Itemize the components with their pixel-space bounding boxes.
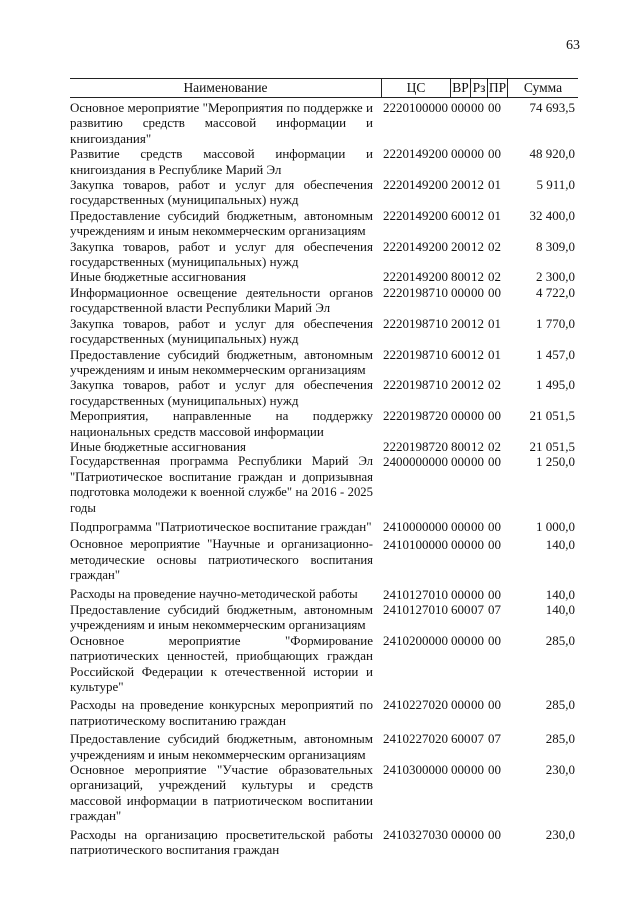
row-name: Информационное освещение деятельности органов государственной власти Республики Марий Эл (70, 284, 373, 316)
row-sum: 1 457,0 (536, 346, 575, 362)
table-body (70, 100, 578, 858)
row-sum: 74 693,5 (529, 100, 575, 115)
table-row (70, 408, 578, 439)
header-vr: ВР (450, 79, 470, 97)
row-sum: 8 309,0 (536, 238, 575, 254)
row-rz: 00 (471, 408, 484, 424)
row-cs: 2220149200 (383, 207, 448, 223)
row-pr: 01 (488, 207, 501, 223)
row-cs: 2220149200 (383, 146, 448, 162)
table-row (70, 100, 578, 146)
row-rz: 00 (471, 454, 484, 470)
row-pr: 07 (488, 731, 501, 747)
row-rz: 12 (471, 438, 484, 454)
table-row (70, 537, 578, 583)
header-rz: Рз (470, 79, 487, 97)
row-pr: 01 (488, 315, 501, 331)
row-rz: 00 (471, 100, 484, 115)
row-vr: 000 (451, 537, 471, 553)
row-cs: 2410127010 (383, 602, 448, 617)
row-name: Иные бюджетные ассигнования (70, 438, 247, 454)
row-cs: 2410127010 (383, 586, 448, 602)
row-pr: 02 (488, 269, 501, 285)
row-cs: 2220198720 (383, 438, 448, 454)
row-vr: 000 (451, 826, 471, 842)
row-rz: 07 (471, 602, 484, 617)
row-name: Предоставление субсидий бюджетным, автономным учреждениям и иным некоммерческим организациям (70, 602, 373, 633)
row-rz: 00 (471, 762, 484, 778)
table-row (70, 269, 578, 284)
header-sum: Сумма (507, 79, 578, 97)
row-pr: 00 (488, 762, 501, 778)
row-sum: 140,0 (545, 602, 575, 617)
row-pr: 07 (488, 602, 501, 617)
row-pr: 00 (488, 697, 501, 713)
row-sum: 2 300,0 (536, 269, 575, 285)
row-cs: 2220198720 (383, 408, 448, 424)
row-pr: 00 (488, 284, 501, 300)
row-pr: 00 (488, 100, 501, 115)
row-pr: 00 (488, 632, 501, 648)
table-row (70, 762, 578, 824)
row-vr: 000 (451, 518, 471, 534)
row-pr: 02 (488, 377, 501, 393)
table-row (70, 316, 578, 347)
row-sum: 4 722,0 (536, 284, 575, 300)
row-vr: 000 (451, 632, 471, 648)
row-cs: 2410200000 (383, 632, 448, 648)
row-sum: 285,0 (545, 697, 575, 713)
row-rz: 12 (471, 269, 484, 285)
row-sum: 21 051,5 (529, 408, 575, 424)
row-pr: 02 (488, 238, 501, 254)
row-cs: 2220198710 (383, 315, 448, 331)
row-sum: 48 920,0 (529, 146, 575, 162)
row-sum: 32 400,0 (529, 207, 575, 223)
row-pr: 00 (488, 586, 501, 602)
row-name: Предоставление субсидий бюджетным, автономным учреждениям и иным некоммерческим организациям (70, 731, 373, 762)
row-vr: 600 (451, 602, 471, 617)
row-rz: 12 (471, 315, 484, 331)
row-name: Расходы на проведение научно-методической работы (70, 586, 358, 601)
row-rz: 00 (471, 586, 484, 602)
row-rz: 12 (471, 207, 484, 223)
table-row (70, 731, 578, 762)
table-row (70, 377, 578, 408)
row-name: Предоставление субсидий бюджетным, автономным учреждениям и иным некоммерческим организациям (70, 207, 373, 239)
row-cs: 2410227020 (383, 697, 448, 713)
row-sum: 230,0 (545, 762, 575, 778)
row-pr: 00 (488, 537, 501, 553)
row-cs: 2410300000 (383, 762, 448, 778)
row-rz: 12 (471, 346, 484, 362)
row-vr: 000 (451, 762, 471, 778)
table-header (70, 78, 578, 98)
table-row (70, 519, 578, 534)
row-cs: 2220149200 (383, 269, 448, 285)
row-name: Закупка товаров, работ и услуг для обеспечения государственных (муниципальных) нужд (70, 315, 373, 347)
row-name: Мероприятия, направленные на поддержку национальных средств массовой информации (70, 408, 373, 439)
row-cs: 2410000000 (383, 518, 448, 534)
row-vr: 000 (451, 408, 471, 424)
table-row (70, 587, 578, 602)
row-sum: 5 911,0 (536, 177, 575, 193)
row-vr: 800 (451, 438, 471, 454)
row-pr: 00 (488, 826, 501, 842)
row-cs: 2220198710 (383, 377, 448, 393)
row-sum: 1 770,0 (536, 315, 575, 331)
row-pr: 01 (488, 346, 501, 362)
row-cs: 2410227020 (383, 731, 448, 747)
row-vr: 200 (451, 377, 471, 393)
row-sum: 285,0 (545, 632, 575, 648)
row-sum: 230,0 (545, 826, 575, 842)
row-cs: 2220100000 (383, 100, 448, 115)
row-name: Подпрограмма "Патриотическое воспитание граждан" (70, 518, 372, 534)
table-row (70, 177, 578, 208)
table-row (70, 239, 578, 270)
row-name: Государственная программа Республики Марий Эл "Патриотическое воспитание граждан и допризывная подготовка молодежи к военной службе" на 2016 - 2025 годы (70, 454, 373, 515)
row-rz: 07 (471, 731, 484, 747)
header-cs: ЦС (381, 79, 450, 97)
row-vr: 000 (451, 146, 471, 162)
row-rz: 12 (471, 177, 484, 193)
table-row (70, 285, 578, 316)
row-pr: 00 (488, 408, 501, 424)
row-cs: 2220198710 (383, 284, 448, 300)
row-vr: 600 (451, 207, 471, 223)
row-vr: 000 (451, 454, 471, 470)
row-rz: 00 (471, 826, 484, 842)
row-pr: 00 (488, 518, 501, 534)
table-row (70, 208, 578, 239)
row-sum: 21 051,5 (529, 438, 575, 454)
row-rz: 00 (471, 537, 484, 553)
row-pr: 02 (488, 438, 501, 454)
row-sum: 1 250,0 (536, 454, 575, 470)
table-row (70, 347, 578, 378)
row-name: Расходы на организацию просветительской работы патриотического воспитания граждан (70, 826, 373, 858)
row-cs: 2220149200 (383, 238, 448, 254)
header-name: Наименование (183, 80, 268, 95)
table-row (70, 439, 578, 454)
table-row (70, 827, 578, 858)
row-cs: 2400000000 (383, 454, 448, 470)
table-row (70, 633, 578, 695)
row-rz: 12 (471, 377, 484, 393)
row-sum: 285,0 (545, 731, 575, 747)
row-rz: 12 (471, 238, 484, 254)
row-vr: 000 (451, 100, 471, 115)
row-vr: 600 (451, 731, 471, 747)
row-rz: 00 (471, 632, 484, 648)
row-sum: 140,0 (545, 586, 575, 602)
row-name: Основное мероприятие "Участие образовательных организаций, учреждений культуры и средств массовой информации в патриотическом воспитании граждан" (70, 762, 373, 824)
row-name: Иные бюджетные ассигнования (70, 269, 247, 285)
row-name: Основное мероприятие "Научные и организационно-методические основы патриотического воспитания граждан" (70, 537, 373, 583)
row-name: Закупка товаров, работ и услуг для обеспечения государственных (муниципальных) нужд (70, 238, 373, 270)
row-vr: 200 (451, 238, 471, 254)
row-pr: 01 (488, 177, 501, 193)
row-vr: 000 (451, 284, 471, 300)
row-sum: 1 000,0 (536, 518, 575, 534)
table-row (70, 697, 578, 728)
row-pr: 00 (488, 454, 501, 470)
row-sum: 1 495,0 (536, 377, 575, 393)
row-vr: 000 (451, 697, 471, 713)
row-rz: 00 (471, 697, 484, 713)
row-vr: 200 (451, 177, 471, 193)
row-cs: 2410100000 (383, 537, 448, 553)
row-pr: 00 (488, 146, 501, 162)
row-name: Предоставление субсидий бюджетным, автономным учреждениям и иным некоммерческим организациям (70, 346, 373, 377)
row-rz: 00 (471, 518, 484, 534)
row-cs: 2220149200 (383, 177, 448, 193)
row-cs: 2220198710 (383, 346, 448, 362)
row-rz: 00 (471, 284, 484, 300)
table-row (70, 454, 578, 516)
row-name: Закупка товаров, работ и услуг для обеспечения государственных (муниципальных) нужд (70, 377, 373, 408)
table-row (70, 146, 578, 177)
row-name: Закупка товаров, работ и услуг для обеспечения государственных (муниципальных) нужд (70, 177, 373, 208)
row-cs: 2410327030 (383, 826, 448, 842)
row-name: Основное мероприятие "Мероприятия по поддержке и развитию средств массовой информации и книгоиздания" (70, 100, 373, 146)
row-vr: 800 (451, 269, 471, 285)
row-vr: 000 (451, 586, 471, 602)
row-vr: 600 (451, 346, 471, 362)
row-name: Развитие средств массовой информации и книгоиздания в Республике Марий Эл (70, 146, 373, 177)
row-sum: 140,0 (545, 537, 575, 553)
row-rz: 00 (471, 146, 484, 162)
header-pr: ПР (488, 80, 507, 95)
row-name: Основное мероприятие "Формирование патриотических ценностей, приобщающих граждан Российской Федерации к отечественной истории и культуре" (70, 632, 373, 695)
row-name: Расходы на проведение конкурсных мероприятий по патриотическому воспитанию граждан (70, 697, 373, 728)
row-vr: 200 (451, 315, 471, 331)
page-number: 63 (566, 38, 580, 53)
table-row (70, 602, 578, 633)
